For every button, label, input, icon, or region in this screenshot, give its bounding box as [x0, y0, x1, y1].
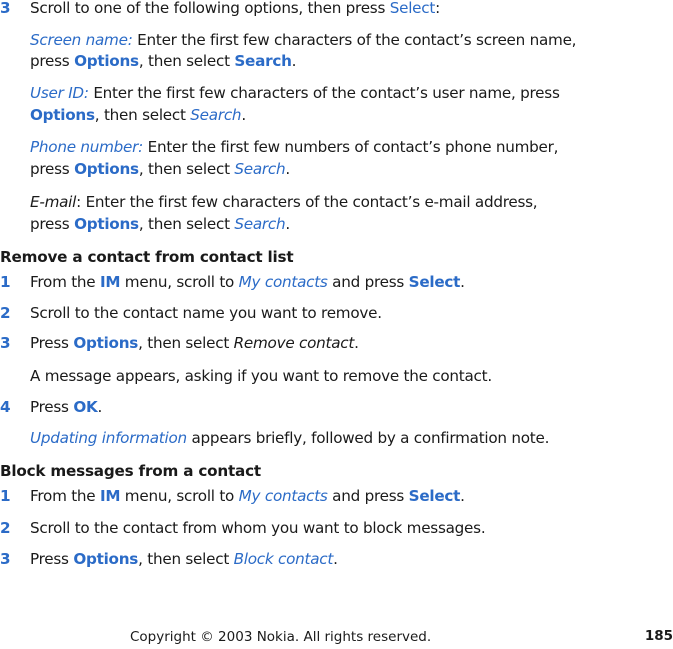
step-text: Press [30, 550, 74, 568]
select-keyword: Select [408, 487, 461, 505]
option-text: , then select [94, 106, 191, 124]
option-text: , then select [138, 215, 235, 233]
select-keyword: Select [408, 273, 461, 291]
user-id-label: User ID: [30, 84, 89, 102]
block-messages-heading: Block messages from a contact [0, 462, 261, 480]
step-text-end: : [435, 0, 440, 17]
options-keyword: Options [73, 334, 139, 352]
screen-name-option-line2 [30, 51, 296, 71]
search-keyword: Search [234, 52, 292, 70]
step-text: Scroll to the contact from whom you want to block messages. [30, 519, 486, 537]
note-text: appears briefly, followed by a confirmation note. [186, 429, 550, 447]
remove-step-4-note [30, 428, 549, 448]
option-text: Enter the first few characters of the contact’s user name, press [88, 84, 560, 102]
email-label: E-mail [30, 193, 77, 211]
option-text: . [285, 215, 290, 233]
option-text: Enter the first few numbers of contact’s phone number, [143, 138, 559, 156]
remove-contact-heading: Remove a contact from contact list [0, 248, 294, 266]
im-keyword: IM [99, 487, 121, 505]
step-text: . [460, 273, 465, 291]
my-contacts-keyword: My contacts [238, 273, 328, 291]
option-text: , then select [138, 160, 235, 178]
option-text: press [30, 160, 75, 178]
option-text: press [30, 215, 75, 233]
step-text: and press [327, 487, 409, 505]
option-text: . [241, 106, 246, 124]
block-contact-item: Block contact [233, 550, 334, 568]
step-text: menu, scroll to [120, 273, 239, 291]
options-keyword: Options [74, 160, 139, 178]
step-text: menu, scroll to [120, 487, 239, 505]
email-option-line2 [30, 214, 290, 234]
option-text: . [291, 52, 297, 70]
step-number: 1 [0, 273, 11, 291]
step-text: , then select [138, 550, 234, 568]
options-keyword: Options [74, 215, 139, 233]
options-keyword: Options [30, 106, 95, 124]
step-text: From the [30, 487, 100, 505]
step-text: . [460, 487, 465, 505]
step-text: From the [30, 273, 100, 291]
search-keyword: Search [234, 215, 286, 233]
copyright-notice: Copyright © 2003 Nokia. All rights reserved. [130, 629, 432, 645]
step-text: Scroll to the contact name you want to remove. [30, 304, 382, 322]
page-number: 185 [644, 628, 673, 644]
step-text: . [354, 334, 359, 352]
email-option-line1 [30, 192, 537, 212]
step-text: , then select [138, 334, 234, 352]
phone-option-line2 [30, 159, 290, 179]
step-text: Press [30, 334, 74, 352]
ok-keyword: OK [73, 398, 98, 416]
phone-option-line1 [30, 137, 558, 157]
step-number: 3 [0, 334, 11, 352]
step-number: 2 [0, 519, 11, 537]
option-text: Enter the first few characters of the contact’s screen name, [132, 31, 577, 49]
user-id-option-line1 [30, 83, 560, 103]
option-text: , then select [138, 52, 235, 70]
search-keyword: Search [234, 160, 286, 178]
option-text: . [285, 160, 290, 178]
step-number: 3 [0, 550, 11, 568]
step-number: 1 [0, 487, 11, 505]
option-text: : Enter the first few characters of the contact’s e-mail address, [76, 193, 538, 211]
step-text: . [97, 398, 103, 416]
step-text: and press [327, 273, 409, 291]
remove-step-3-note: A message appears, asking if you want to remove the contact. [30, 367, 492, 385]
step-number: 2 [0, 304, 11, 322]
my-contacts-keyword: My contacts [238, 487, 328, 505]
options-keyword: Options [74, 52, 139, 70]
step-number: 4 [0, 398, 11, 416]
remove-contact-item: Remove contact [233, 334, 355, 352]
screen-name-label: Screen name: [30, 31, 133, 49]
select-keyword: Select [389, 0, 436, 17]
step-number: 3 [0, 0, 11, 17]
updating-information-text: Updating information [30, 429, 187, 447]
phone-number-label: Phone number: [30, 138, 144, 156]
step-text: . [333, 550, 338, 568]
im-keyword: IM [99, 273, 121, 291]
option-text: press [30, 52, 75, 70]
search-keyword: Search [190, 106, 242, 124]
options-keyword: Options [73, 550, 139, 568]
screen-name-option-line1 [30, 30, 576, 50]
step-text: Press [30, 398, 74, 416]
user-id-option-line2 [30, 105, 246, 125]
step-text: Scroll to one of the following options, then press [30, 0, 390, 17]
